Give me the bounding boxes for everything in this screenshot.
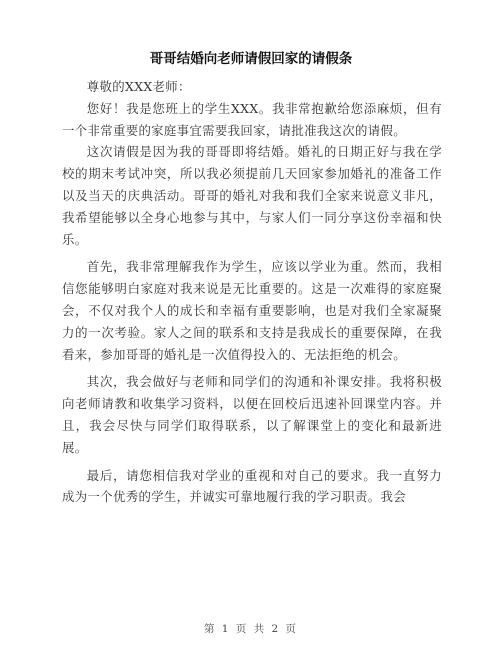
paragraph: 您好！我是您班上的学生XXX。我非常抱歉给您添麻烦，但有一个非常重要的家庭事宜需要我回家，请批准我这次的请假。 bbox=[62, 100, 442, 138]
salutation: 尊敬的XXX老师： bbox=[86, 79, 191, 94]
document-body bbox=[62, 76, 442, 508]
paragraph: 其次，我会做好与老师和同学们的沟通和补课安排。我将积极向老师请教和收集学习资料，以便在回校后迅速补回课堂内容。并且，我会尽快与同学们取得联系，以了解课堂上的变化和最新进展。 bbox=[62, 374, 442, 455]
document-title: 哥哥结婚向老师请假回家的请假条 bbox=[149, 51, 353, 67]
paragraph: 最后，请您相信我对学业的重视和对自己的要求。我一直努力成为一个优秀的学生，并诚实可靠地履行我的学习职责。我会 bbox=[62, 467, 442, 505]
paragraph: 首先，我非常理解我作为学生，应该以学业为重。然而，我相信您能够明白家庭对我来说是无比重要的。这是一次难得的家庭聚会，不仅对我个人的成长和幸福有重要影响，也是对我们全家凝聚力的一次考验。家人之间的联系和支持是我成长的重要保障，在我看来，参加哥哥的婚礼是一次值得投入的、无法拒绝的机会。 bbox=[62, 259, 442, 362]
paragraph: 这次请假是因为我的哥哥即将结婚。婚礼的日期正好与我在学校的期末考试冲突，所以我必须提前几天回家参加婚礼的准备工作以及当天的庆典活动。哥哥的婚礼对我和我们全家来说意义非凡，我希望能够以全身心地参与其中，与家人们一同分享这份幸福和快乐。 bbox=[62, 144, 442, 247]
page-number-footer: 第 1 页 共 2 页 bbox=[203, 623, 299, 635]
